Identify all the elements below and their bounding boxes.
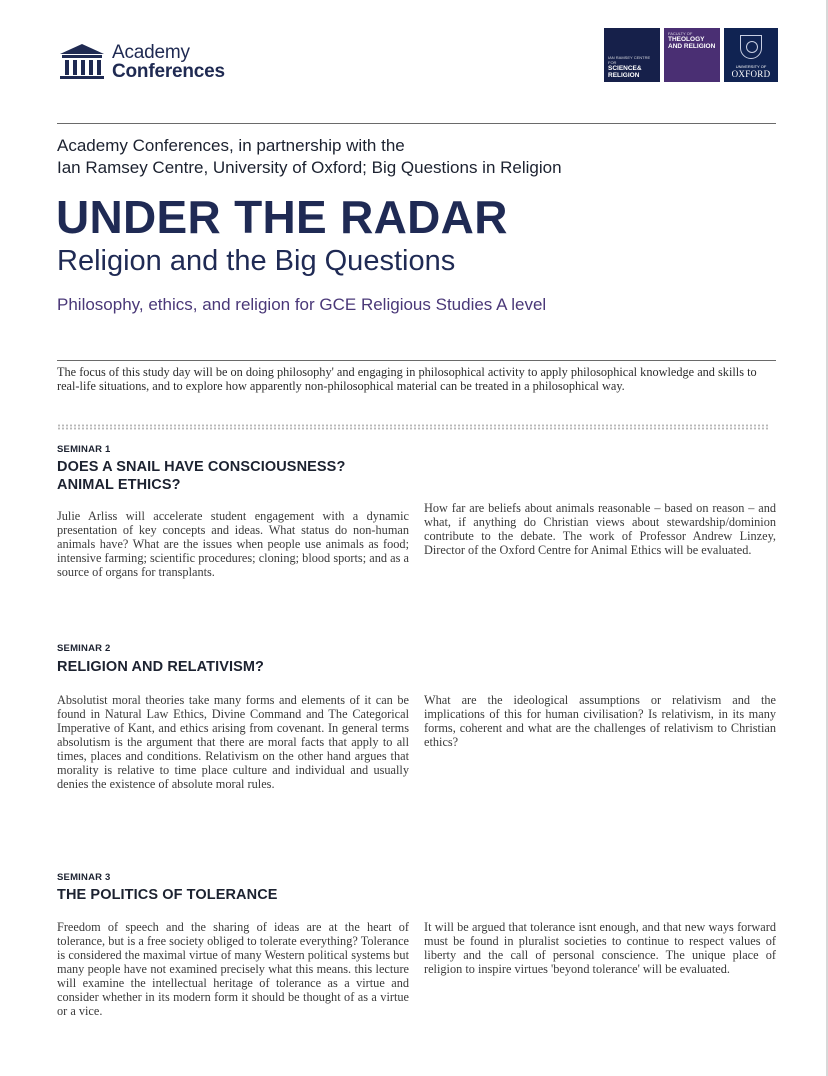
- theology-religion-logo: FACULTY OF THEOLOGY AND RELIGION: [664, 28, 720, 82]
- page-title: UNDER THE RADAR: [56, 191, 508, 243]
- brand-line2: Conferences: [112, 61, 225, 82]
- brand-line1: Academy: [112, 42, 190, 63]
- seminar-text-left: Freedom of speech and the sharing of ideas are at the heart of tolerance, but is a free society obliged to tolerate everything? Tolerance is considered the maximal virtue of many Western political systems but many people have not examined precisely what this means. this lecture will examine the intellectual heritage of tolerance as a virtue and consider whether in its modern form it should be thought of as a virtue or a vice.: [57, 920, 409, 1018]
- partner-statement: Academy Conferences, in partnership with the Ian Ramsey Centre, University of Oxford; Big Questions in Religion: [57, 136, 562, 177]
- seminar-title: RELIGION AND RELATIVISM?: [57, 659, 265, 675]
- temple-icon: [58, 42, 106, 82]
- seminar-text-right: It will be argued that tolerance isnt enough, and that new ways forward must be found in pluralist societies to continue to respect values of liberty and the call of personal conscience. The unique place of religion to inspire virtues 'beyond tolerance' will be evaluated.: [424, 920, 776, 976]
- divider: [57, 123, 776, 124]
- oxford-crest-icon: [740, 35, 762, 59]
- seminar-text-right: How far are beliefs about animals reasonable – based on reason – and what, if anything do Christian views about stewardship/dominion contribute to the debate. The work of Professor Andrew Linzey, Director of the Oxford Centre for Animal Ethics will be evaluated.: [424, 501, 776, 557]
- dotted-divider: [57, 424, 768, 430]
- divider: [57, 360, 776, 361]
- oxford-logo: UNIVERSITY OF OXFORD: [724, 28, 778, 82]
- academy-conferences-logo: [58, 42, 225, 82]
- seminar-label: SEMINAR 1: [57, 444, 111, 455]
- seminar-text-left: Absolutist moral theories take many forms and elements of it can be found in Natural Law Ethics, Divine Command and The Categorical Imperative of Kant, and ethics arising from covenant. In general terms absolutism is the argument that there are moral facts that apply to all times, places and conditions. Relativism on the other hand argues that morality is relative to time place culture and individual and usually denies the existence of absolute moral rules.: [57, 693, 409, 791]
- seminar-label: SEMINAR 3: [57, 872, 111, 883]
- science-religion-logo: IAN RAMSEY CENTRE FOR SCIENCE& RELIGION: [604, 28, 660, 82]
- partner-logos: [604, 28, 778, 82]
- seminar-text-right: What are the ideological assumptions or relativism and the implications of this for human civilisation? Is relativism, in its many forms, coherent and what are the challenges of relativism to Christian ethics?: [424, 693, 776, 749]
- seminar-label: SEMINAR 2: [57, 643, 111, 654]
- seminar-text-left: Julie Arliss will accelerate student engagement with a dynamic presentation of key concepts and ideas. What status do non-human animals have? What are the issues when people use animals as food; intensive farming; scientific procedures; cloning; blood sports; and as a source of organs for transplants.: [57, 509, 409, 579]
- seminar-title: THE POLITICS OF TOLERANCE: [57, 887, 278, 903]
- intro-paragraph: The focus of this study day will be on doing philosophy' and engaging in philosophical activity to apply philosophical knowledge and skills to real-life situations, and to explore how apparently non-philosophical material can be treated in a philosophical way.: [57, 365, 757, 393]
- page-tagline: Philosophy, ethics, and religion for GCE Religious Studies A level: [57, 295, 547, 314]
- seminar-title: DOES A SNAIL HAVE CONSCIOUSNESS? ANIMAL ETHICS?: [57, 459, 346, 493]
- page-subtitle: Religion and the Big Questions: [57, 245, 456, 277]
